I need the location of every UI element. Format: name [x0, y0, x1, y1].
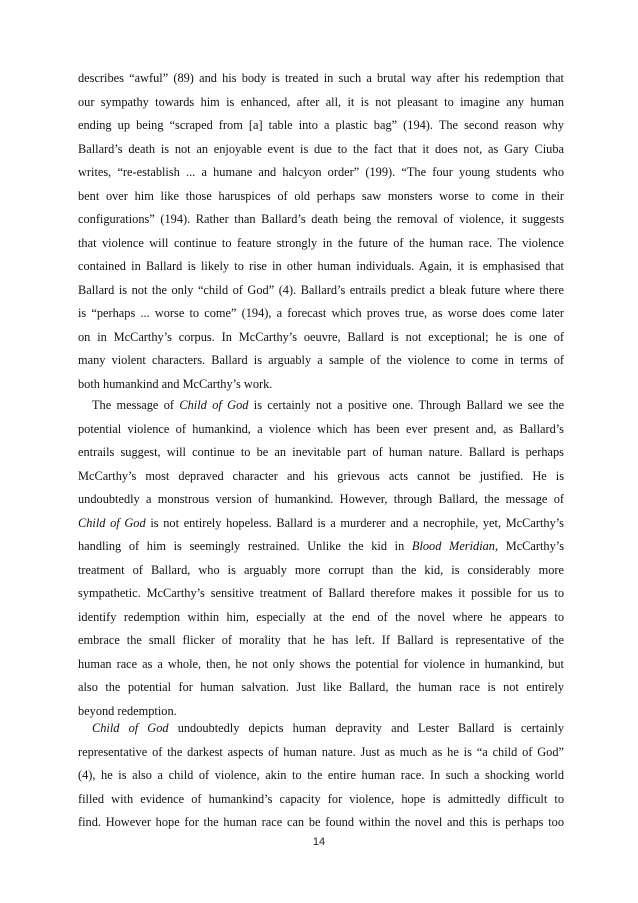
italic-title: Child of God [179, 398, 249, 412]
text-line: embrace the small flicker of morality that he has left. If Ballard is representative of the [78, 633, 564, 647]
text-span: is not entirely hopeless. Ballard is a murderer and a necrophile, yet, McCarthy’s [145, 515, 564, 530]
text-line: potential violence of humankind, a violence which has been ever present and, as Ballard’s [78, 421, 564, 436]
text-line: our sympathy towards him is enhanced, after all, it is not pleasant to imagine any human [78, 94, 564, 109]
text-line: (4), he is also a child of violence, akin to the entire human race. In such a shocking world [78, 768, 564, 782]
text-span: is certainly not a positive one. Through Ballard we see the [248, 398, 564, 412]
text-line: identify redemption within him, especially at the end of the novel where he appears to [78, 609, 564, 624]
text-line: on in McCarthy’s corpus. In McCarthy’s oeuvre, Ballard is not exceptional; he is one of [78, 329, 564, 344]
text-line: sympathetic. McCarthy’s sensitive treatment of Ballard therefore makes it possible for us to [78, 586, 564, 600]
paragraph-3 [78, 717, 564, 835]
text-line: Ballard is not the only “child of God” (4). Ballard’s entrails predict a bleak future where there [78, 282, 564, 297]
text-line: filled with evidence of humankind’s capacity for violence, hope is admittedly difficult to [78, 791, 564, 806]
italic-title: Child of God [92, 721, 169, 735]
italic-title: Child of God [78, 515, 146, 530]
text-line: configurations” (194). Rather than Ballard’s death being the removal of violence, it suggests [78, 212, 564, 226]
text-line: bent over him like those haruspices of old perhaps saw monsters worse to come in their [78, 188, 564, 203]
text-line: that violence will continue to feature strongly in the future of the human race. The violence [78, 235, 564, 250]
text-line: Ballard’s death is not an enjoyable event is due to the fact that it does not, as Gary Ciuba [78, 141, 564, 156]
text-line [78, 535, 564, 559]
text-line: McCarthy’s most depraved character and his grievous acts cannot be justified. He is [78, 468, 564, 483]
text-line: describes “awful” (89) and his body is treated in such a brutal way after his redemption that [78, 71, 564, 85]
text-span: The message of [92, 398, 180, 412]
text-line [78, 394, 564, 418]
text-line: many violent characters. Ballard is arguably a sample of the violence to come in terms of [78, 353, 564, 367]
text-line: is “perhaps ... worse to come” (194), a forecast which proves true, as worse does come later [78, 306, 564, 320]
italic-title: Blood Meridian [411, 539, 495, 553]
text-line: beyond redemption. [78, 703, 177, 718]
text-line: find. However hope for the human race can be found within the novel and this is perhaps too [78, 815, 564, 829]
text-line: writes, “re-establish ... a humane and halcyon order” (199). “The four young students who [78, 165, 564, 179]
text-line: contained in Ballard is likely to rise in other human individuals. Again, it is emphasised that [78, 259, 564, 273]
text-line: entrails suggest, will continue to be an inevitable part of human nature. Ballard is perhaps [78, 445, 564, 459]
page-number: 14 [312, 836, 326, 848]
text-line: undoubtedly a monstrous version of humankind. However, through Ballard, the message of [78, 492, 564, 506]
text-line: ending up being “scraped from [a] table into a plastic bag” (194). The second reason why [78, 118, 564, 132]
text-line: also the potential for human salvation. Just like Ballard, the human race is not entirely [78, 680, 564, 694]
text-span: handling of him is seemingly restrained. Unlike the kid in [78, 539, 412, 553]
paragraph-1 [78, 67, 564, 396]
text-line: representative of the darkest aspects of human nature. Just as much as he is “a child of God” [78, 744, 564, 759]
text-line [78, 717, 564, 741]
text-line: treatment of Ballard, who is arguably more corrupt than the kid, is considerably more [78, 562, 564, 577]
text-line: human race as a whole, then, he not only shows the potential for violence in humankind, but [78, 656, 564, 671]
text-span: , McCarthy’s [494, 539, 564, 553]
text-line: both humankind and McCarthy’s work. [78, 376, 273, 391]
text-span: undoubtedly depicts human depravity and Lester Ballard is certainly [168, 721, 565, 735]
text-line [78, 512, 564, 536]
paragraph-2 [78, 394, 564, 723]
